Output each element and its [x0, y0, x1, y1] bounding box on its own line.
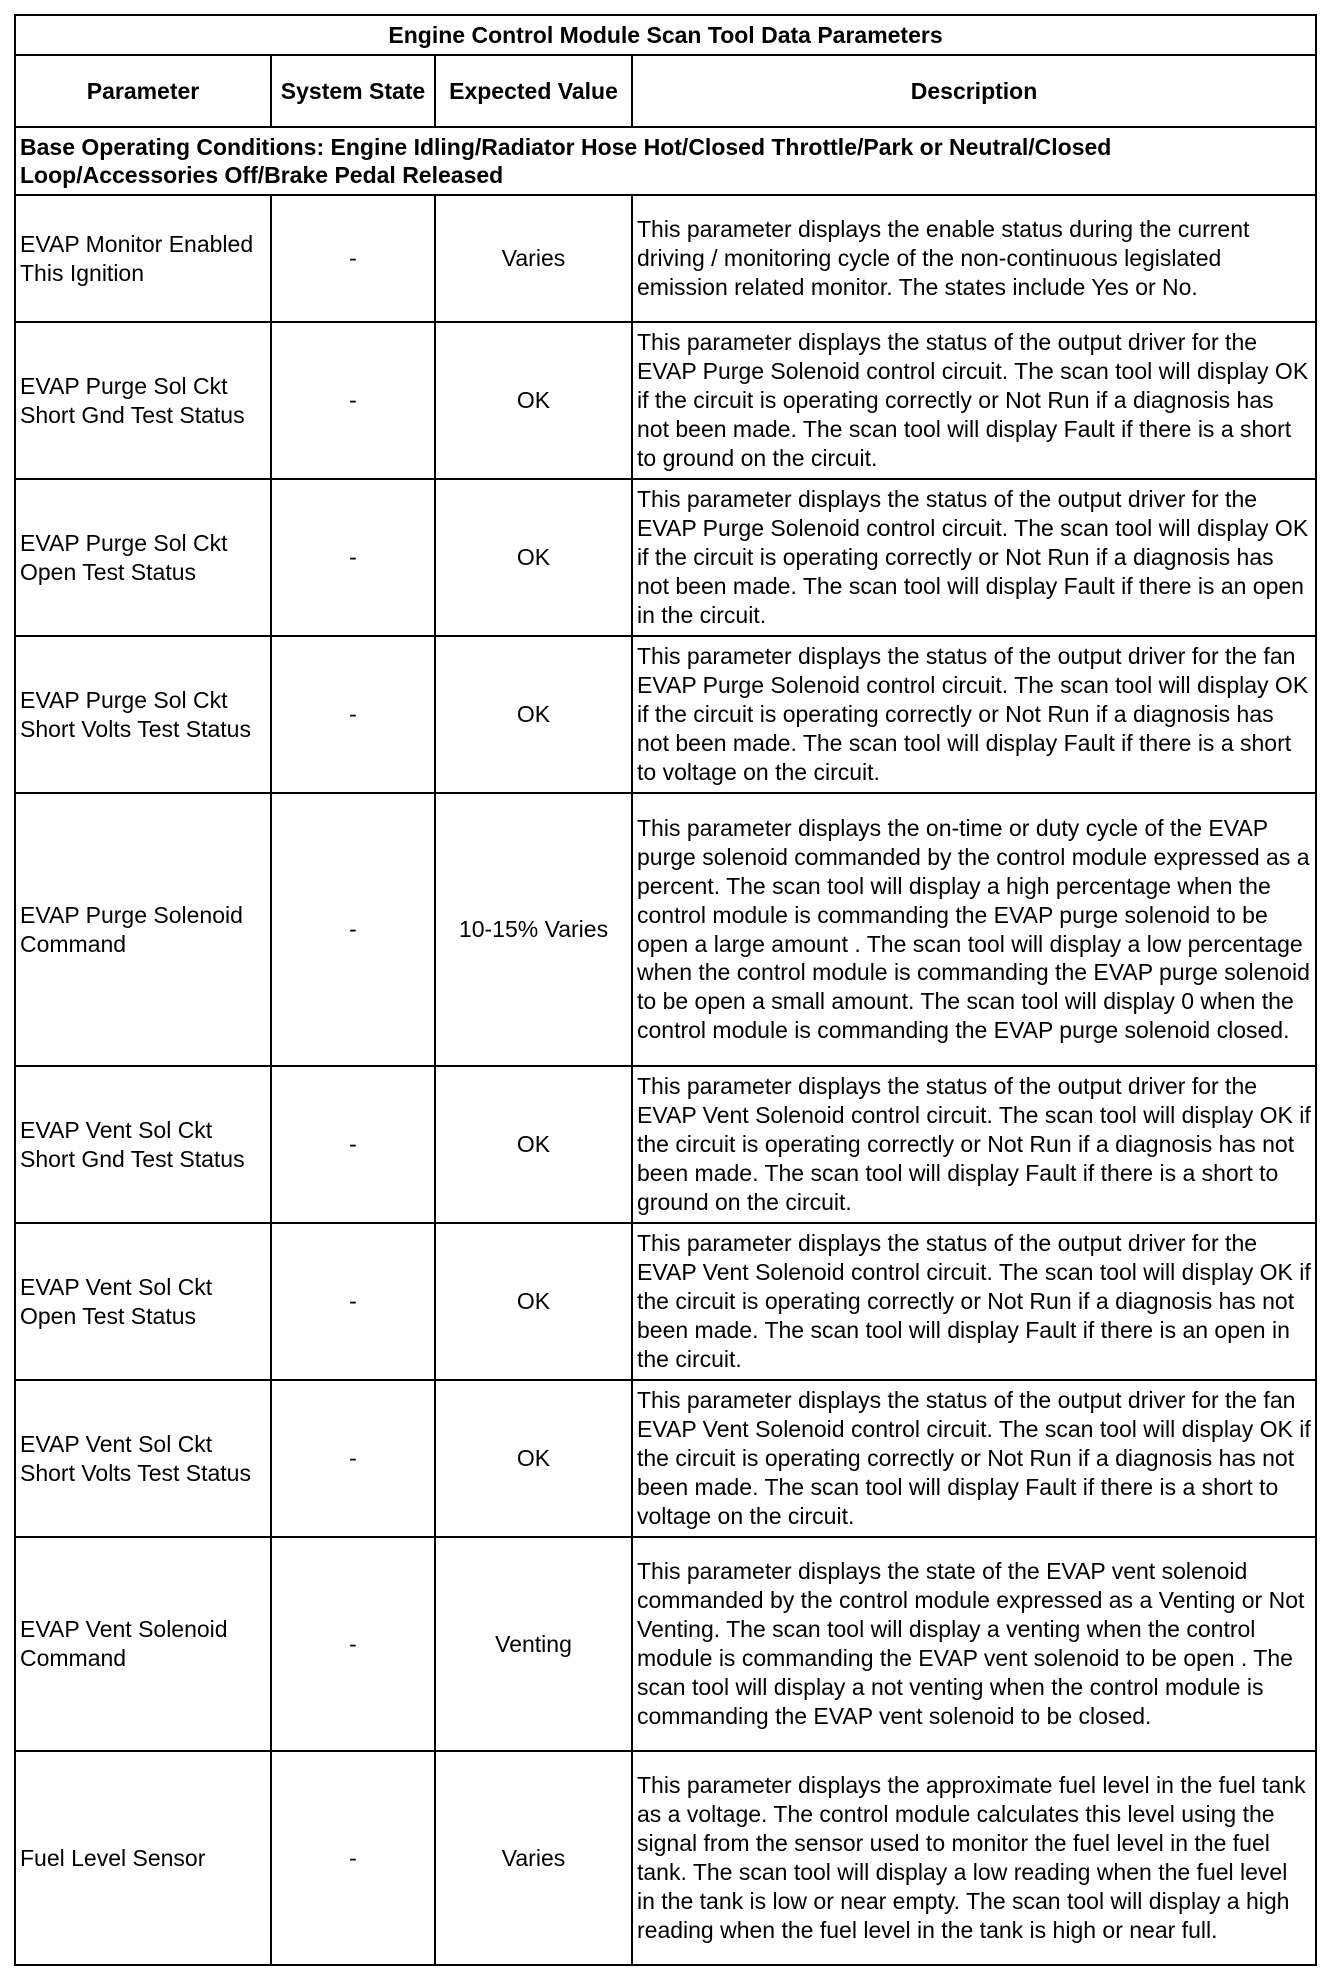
parameter-cell: EVAP Vent Sol Ckt Short Gnd Test Status	[15, 1066, 271, 1223]
expected-value-cell: OK	[435, 1380, 632, 1537]
header-expected-value: Expected Value	[435, 55, 632, 127]
title-row	[15, 15, 1316, 55]
conditions-row	[15, 127, 1316, 195]
parameter-cell: EVAP Purge Sol Ckt Open Test Status	[15, 479, 271, 636]
description-cell: This parameter displays the approximate fuel level in the fuel tank as a voltage. The control module calculates this level using the signal from the sensor used to monitor the fuel level in the fuel tank. The scan tool will display a low reading when the fuel level in the tank is low or near empty. The scan tool will display a high reading when the fuel level in the tank is high or near full.	[632, 1751, 1316, 1965]
expected-value-cell: OK	[435, 479, 632, 636]
header-parameter: Parameter	[15, 55, 271, 127]
expected-value-cell: OK	[435, 1066, 632, 1223]
table-title: Engine Control Module Scan Tool Data Parameters	[15, 15, 1316, 55]
parameter-cell: Fuel Level Sensor	[15, 1751, 271, 1965]
parameter-cell: EVAP Vent Sol Ckt Open Test Status	[15, 1223, 271, 1380]
table-row	[15, 1537, 1316, 1751]
system-state-cell: -	[271, 479, 435, 636]
system-state-cell: -	[271, 636, 435, 793]
expected-value-cell: Venting	[435, 1537, 632, 1751]
system-state-cell: -	[271, 1751, 435, 1965]
parameter-cell: EVAP Purge Solenoid Command	[15, 793, 271, 1066]
header-row	[15, 55, 1316, 127]
table-row	[15, 1380, 1316, 1537]
base-operating-conditions: Base Operating Conditions: Engine Idling/Radiator Hose Hot/Closed Throttle/Park or Neutral/Closed Loop/Accessories Off/Brake Pedal Released	[15, 127, 1316, 195]
expected-value-cell: Varies	[435, 195, 632, 322]
expected-value-cell: OK	[435, 636, 632, 793]
table-row	[15, 636, 1316, 793]
description-cell: This parameter displays the status of the output driver for the fan EVAP Purge Solenoid control circuit. The scan tool will display OK if the circuit is operating correctly or Not Run if a diagnosis has not been made. The scan tool will display Fault if there is a short to voltage on the circuit.	[632, 636, 1316, 793]
system-state-cell: -	[271, 793, 435, 1066]
description-cell: This parameter displays the status of the output driver for the EVAP Vent Solenoid control circuit. The scan tool will display OK if the circuit is operating correctly or Not Run if a diagnosis has not been made. The scan tool will display Fault if there is an open in the circuit.	[632, 1223, 1316, 1380]
table-row	[15, 793, 1316, 1066]
description-cell: This parameter displays the status of the output driver for the fan EVAP Vent Solenoid control circuit. The scan tool will display OK if the circuit is operating correctly or Not Run if a diagnosis has not been made. The scan tool will display Fault if there is a short to voltage on the circuit.	[632, 1380, 1316, 1537]
table-row	[15, 479, 1316, 636]
table-row	[15, 322, 1316, 479]
header-system-state: System State	[271, 55, 435, 127]
header-description: Description	[632, 55, 1316, 127]
table-row	[15, 1066, 1316, 1223]
description-cell: This parameter displays the status of the output driver for the EVAP Purge Solenoid control circuit. The scan tool will display OK if the circuit is operating correctly or Not Run if a diagnosis has not been made. The scan tool will display Fault if there is an open in the circuit.	[632, 479, 1316, 636]
system-state-cell: -	[271, 195, 435, 322]
expected-value-cell: Varies	[435, 1751, 632, 1965]
expected-value-cell: OK	[435, 1223, 632, 1380]
description-cell: This parameter displays the status of the output driver for the EVAP Purge Solenoid control circuit. The scan tool will display OK if the circuit is operating correctly or Not Run if a diagnosis has not been made. The scan tool will display Fault if there is a short to ground on the circuit.	[632, 322, 1316, 479]
expected-value-cell: OK	[435, 322, 632, 479]
description-cell: This parameter displays the state of the EVAP vent solenoid commanded by the control module expressed as a Venting or Not Venting. The scan tool will display a venting when the control module is commanding the EVAP vent solenoid to be open . The scan tool will display a not venting when the control module is commanding the EVAP vent solenoid to be closed.	[632, 1537, 1316, 1751]
system-state-cell: -	[271, 1537, 435, 1751]
table-row	[15, 1223, 1316, 1380]
parameter-cell: EVAP Purge Sol Ckt Short Gnd Test Status	[15, 322, 271, 479]
system-state-cell: -	[271, 1066, 435, 1223]
parameter-cell: EVAP Vent Sol Ckt Short Volts Test Status	[15, 1380, 271, 1537]
system-state-cell: -	[271, 1380, 435, 1537]
expected-value-cell: 10-15% Varies	[435, 793, 632, 1066]
system-state-cell: -	[271, 322, 435, 479]
parameter-cell: EVAP Vent Solenoid Command	[15, 1537, 271, 1751]
parameter-cell: EVAP Monitor Enabled This Ignition	[15, 195, 271, 322]
table-row	[15, 1751, 1316, 1965]
table-row	[15, 195, 1316, 322]
description-cell: This parameter displays the enable status during the current driving / monitoring cycle of the non-continuous legislated emission related monitor. The states include Yes or No.	[632, 195, 1316, 322]
description-cell: This parameter displays the on-time or duty cycle of the EVAP purge solenoid commanded by the control module expressed as a percent. The scan tool will display a high percentage when the control module is commanding the EVAP purge solenoid to be open a large amount . The scan tool will display a low percentage when the control module is commanding the EVAP purge solenoid to be open a small amount. The scan tool will display 0 when the control module is commanding the EVAP purge solenoid closed.	[632, 793, 1316, 1066]
document-page	[14, 14, 1315, 1966]
parameter-cell: EVAP Purge Sol Ckt Short Volts Test Status	[15, 636, 271, 793]
system-state-cell: -	[271, 1223, 435, 1380]
scan-data-table	[14, 14, 1317, 1966]
description-cell: This parameter displays the status of the output driver for the EVAP Vent Solenoid control circuit. The scan tool will display OK if the circuit is operating correctly or Not Run if a diagnosis has not been made. The scan tool will display Fault if there is a short to ground on the circuit.	[632, 1066, 1316, 1223]
